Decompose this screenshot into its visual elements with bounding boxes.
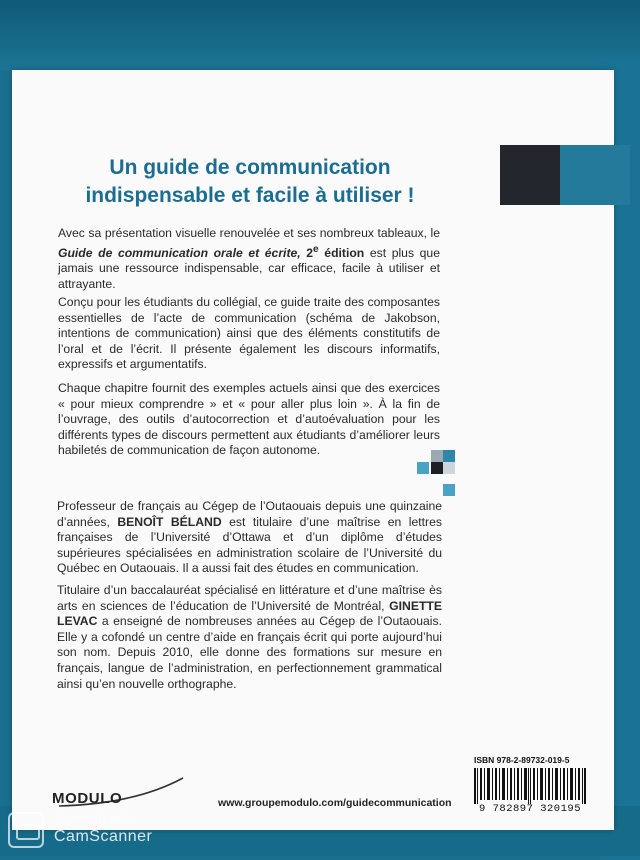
author-bio-2 (57, 583, 442, 692)
author-name-1: BENOÎT BÉLAND (117, 514, 222, 529)
decorative-mosaic (417, 450, 457, 498)
background-top (0, 0, 640, 70)
edition-number: 2 (300, 245, 314, 260)
bio1-text-a: Professeur de français au Cégep de l’Outaouais depuis une quinzaine d’années, (57, 499, 442, 529)
edition-label: édition (318, 245, 365, 260)
bio2-text-a: Titulaire d’un baccalauréat spécialisé en littérature et d’une maîtrise ès arts en sciences de l’éducation de l’Université de Montréal, (57, 583, 442, 613)
barcode-icon (474, 768, 586, 804)
decorative-dark-square (500, 145, 560, 205)
isbn-label: ISBN 978-2-89732-019-5 (474, 755, 570, 765)
publisher-url[interactable]: www.groupemodulo.com/guidecommunication (218, 797, 452, 809)
decorative-blue-square (560, 145, 630, 205)
publisher-logo: MODULO (52, 790, 123, 807)
intro-paragraph-1 (58, 226, 440, 292)
cover-headline (30, 154, 470, 210)
author-name-2: GINETTE LEVAC (57, 598, 442, 629)
intro-p3-text: Chaque chapitre fournit des exemples actuels ainsi que des exercices « pour mieux comprendre » et « pour aller plus loin ». À la fin de l’ouvrage, des outils d’autocorrection et d’autoévaluation pour les différents types de discours permettent aux étudiants d’améliorer leurs habiletés de communication de façon autonome. (58, 381, 440, 458)
intro-paragraph-2 (58, 295, 440, 373)
guide-title: Guide de communication orale et écrite, (58, 245, 301, 260)
bio1-text-b: est titulaire d’une maîtrise en lettres françaises de l’Université d’Ottawa et d’un diplôme d’études supérieures spécialisées en administration scolaire de l’Université du Québec en Outaouais. Il a aussi fait des études en communication. (57, 514, 442, 576)
intro-p2-text: Conçu pour les étudiants du collégial, ce guide traite des composantes essentielles de l’acte de communication (schéma de Jakobson, intentions de communication) ainsi que des éléments constitutifs de l’oral et de l’écrit. Il présente également les discours informatifs, expressifs et argumentatifs. (58, 295, 440, 372)
camscanner-watermark (6, 808, 206, 852)
barcode-digits: 9 782897 320195 (478, 803, 581, 815)
bio2-text-b: a enseigné de nombreuses années au Cégep de l’Outaouais. Elle y a cofondé un centre d’aide en français écrit qui porte aujourd’hui son nom. Depuis 2010, elle donne des formations sur mesure en français, langue de l’administration, en perfectionnement grammatical ainsi qu’en nouvelle orthographe. (57, 614, 442, 691)
intro-p1-text-a: Avec sa présentation visuelle renouvelée et ses nombreux tableaux, le (58, 226, 440, 240)
author-bio-1 (57, 499, 442, 577)
edition-sup: e (313, 243, 319, 255)
watermark-line-2: CamScanner (54, 828, 153, 845)
intro-p1-text-b: est plus que jamais une ressource indispensable, car efficace, facile à utiliser et attrayante. (58, 245, 440, 291)
headline-line-2: indispensable et facile à utiliser ! (85, 184, 415, 207)
watermark-line-1: Scanned with (54, 810, 133, 825)
intro-paragraph-3 (58, 381, 440, 459)
camscanner-icon (8, 812, 44, 848)
headline-line-1: Un guide de communication (109, 156, 391, 179)
